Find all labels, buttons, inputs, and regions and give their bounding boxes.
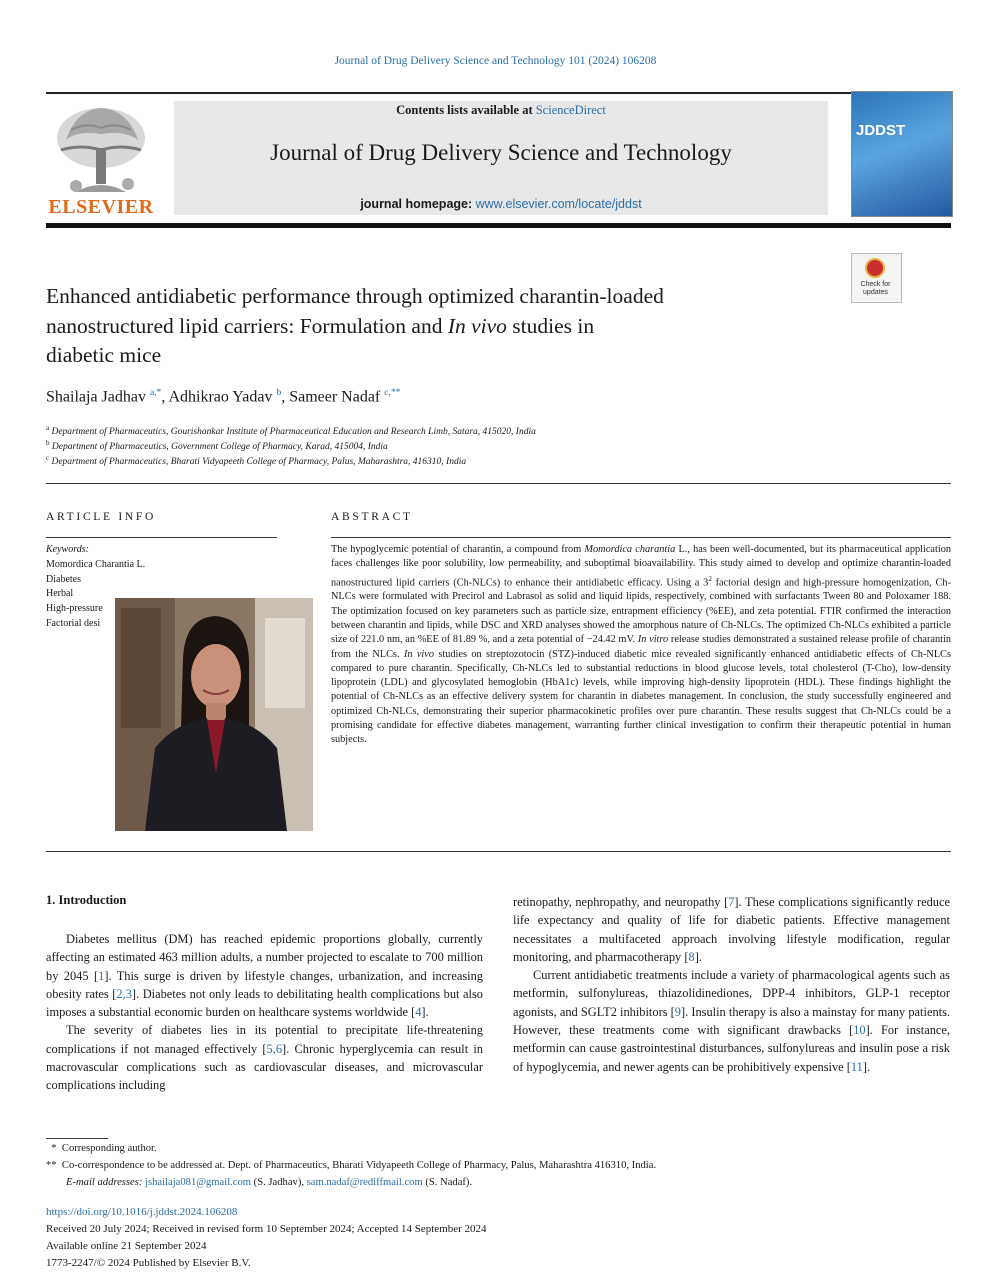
footnote-rule — [46, 1138, 108, 1139]
author-affil-mark[interactable]: b — [276, 388, 282, 398]
paragraph: retinopathy, nephropathy, and neuropathy [7]. These complications significantly reduce life expectancy and quality of life for diabetic patients. Effective management necessitates a multifaceted approach involving lifestyle modification, regular monitoring, and pharmacotherapy [8]. — [513, 895, 950, 964]
keywords-label: Keywords: — [46, 544, 89, 555]
paragraph: Current antidiabetic treatments include a variety of pharmacological agents such as metformin, sulfonylureas, thiazolidinediones, DPP-4 inhibitors, GLP-1 receptor agonists, and SGLT2 inhibitors [9]. Insulin therapy is also a mainstay for many patients. However, these treatments come with significant drawbacks [10]. For instance, metformin can cause gastrointestinal disturbances, sulfonylureas and insulin pose a risk of hypoglycemia, and newer agents can be prohibitively expensive [11]. — [513, 968, 951, 1074]
abstract-rule — [331, 537, 951, 538]
body-column-left — [46, 930, 483, 1095]
journal-name: Journal of Drug Delivery Science and Technology — [270, 140, 732, 165]
citation-link[interactable]: 9 — [674, 1004, 681, 1019]
citation-link[interactable]: 1 — [98, 968, 105, 983]
cover-title: JDDST — [856, 122, 906, 139]
citation-link[interactable]: 4 — [415, 1005, 422, 1020]
citation-link[interactable]: 7 — [728, 895, 735, 909]
journal-cover[interactable] — [851, 91, 953, 217]
homepage-prefix: journal homepage: — [360, 197, 476, 211]
available-online: Available online 21 September 2024 — [46, 1240, 207, 1252]
issn-copyright: 1773-2247/© 2024 Published by Elsevier B.V. — [46, 1257, 251, 1269]
keyword-item: Factorial desi — [46, 617, 101, 629]
keyword-item: Herbal — [46, 588, 74, 600]
affiliation: $^a$ Department of Pharmaceutics, Gourishankar Institute of Pharmaceutical Education and Research Limb, Satara, 415020, India — [46, 424, 536, 438]
author-photo — [115, 598, 313, 831]
abstract-heading: ABSTRACT — [331, 511, 413, 523]
keyword-item: High-pressure — [46, 603, 103, 615]
sciencedirect-link[interactable]: ScienceDirect — [535, 103, 606, 117]
paragraph: Diabetes mellitus (DM) has reached epidemic proportions globally, currently affecting an estimated 463 million adults, a number projected to escalate to 700 million by 2045 [1]. This surge is driven by lifestyle changes, urbanization, and increasing obesity rates [2,3]. Diabetes not only leads to debilitating health complications but also imposes a substantial economic burden on healthcare systems worldwide [4]. — [46, 932, 484, 1020]
affiliation: $^c$ Department of Pharmaceutics, Bharati Vidyapeeth College of Pharmacy, Palus, Maharashtra, 416310, India — [46, 454, 467, 468]
body-column-right — [513, 893, 950, 1076]
abstract-body: The hypoglycemic potential of charantin, a compound from Momordica charantia L., has been well-documented, but its pharmaceutical application faces challenges like poor solubility, low permeability, and suboptimal bioavailability. This study aimed to develop and optimize charantin-loaded nanostructured lipid carriers (Ch-NLCs) to enhance their antidiabetic efficacy. Using a $3^2$ factorial design and high-pressure homogenization, Ch-NLCs were formulated with Precirol and Labrasol as solid and liquid lipids, respectively, combined with surfactants Tween 80 and Poloxamer 188. The optimization focused on key parameters such as particle size, entrapment efficiency (%EE), and zeta potential. FTIR confirmed the interaction between charantin and lipids, while DSC and XRD analyses showed the amorphous nature of Ch-NLCs. The optimized Ch-NLCs exhibited a particle size of 221.0 nm, an %EE of 81.89 %, and a zeta potential of −24.42 mV. In vitro release studies demonstrated a sustained release profile of charantin from the NLCs. In vivo studies on streptozotocin (STZ)-induced diabetic mice revealed significantly enhanced antidiabetic effects of Ch-NLCs compared to pure charantin. Specifically, Ch-NLCs led to substantial reductions in blood glucose levels, total cholesterol (T-Cho), low-density lipoprotein (LDL) and glycosylated hemoglobin (HbA1c) levels, while improving high-density lipoprotein (HDL). These findings highlight the potential of Ch-NLCs as an effective delivery system for charantin in diabetes management. In conclusion, the study successfully engineered and optimized Ch-NLCs, demonstrating their superior pharmacokinetic profiles over pure charantin. These results suggest that Ch-NLCs could be a promising candidate for effective diabetes management, warranting further clinical investigation to confirm their therapeutic potential in human subjects. — [331, 544, 952, 746]
homepage-link[interactable]: www.elsevier.com/locate/jddst — [475, 197, 642, 211]
citation-link[interactable]: 10 — [853, 1023, 866, 1038]
contents-line — [174, 103, 828, 118]
keyword-item: Diabetes — [46, 573, 81, 585]
author-name[interactable]: Adhikrao Yadav — [168, 388, 273, 406]
elsevier-wordmark: ELSEVIER — [48, 196, 154, 218]
header-thick-rule — [46, 223, 951, 228]
citation-link[interactable]: 5,6 — [266, 1041, 283, 1056]
email-link[interactable]: jshailaja081@gmail.com — [145, 1177, 252, 1188]
title-line-1: Enhanced antidiabetic performance through optimized charantin-loaded — [46, 284, 664, 308]
doi-link[interactable]: https://doi.org/10.1016/j.jddst.2024.106208 — [46, 1206, 238, 1218]
email-addresses: E-mail addresses: jshailaja081@gmail.com (S. Jadhav), sam.nadaf@rediffmail.com (S. Nadaf). — [66, 1177, 473, 1188]
bookmark-icon — [865, 258, 885, 278]
check-for-updates-label: Check for updates — [860, 281, 891, 296]
co-correspondence-note: ** Co-correspondence to be addressed at. Dept. of Pharmaceutics, Bharati Vidyapeeth College of Pharmacy, Palus, Maharashtra 416310, India. — [46, 1160, 657, 1171]
citation-link[interactable]: 11 — [850, 1059, 863, 1074]
author-affil-mark[interactable]: a,* — [149, 388, 162, 398]
section-rule — [46, 851, 951, 852]
contents-prefix: Contents lists available at — [396, 103, 536, 117]
introduction-heading: 1. Introduction — [46, 893, 127, 907]
author-name[interactable]: Shailaja Jadhav — [46, 388, 146, 406]
citation-link[interactable]: 8 — [688, 949, 695, 964]
section-rule — [46, 483, 951, 484]
author-name[interactable]: Sameer Nadaf — [289, 388, 381, 406]
header-top-rule — [46, 92, 951, 94]
article-info-heading: ARTICLE INFO — [46, 511, 156, 523]
journal-reference[interactable]: Journal of Drug Delivery Science and Technology 101 (2024) 106208 — [334, 55, 657, 67]
homepage-line — [174, 197, 828, 211]
citation-link[interactable]: 2,3 — [116, 986, 132, 1001]
corresponding-author-note: * Corresponding author. — [51, 1143, 157, 1154]
keyword-item: Momordica Charantia L. — [46, 558, 146, 570]
author-list: Shailaja Jadhav $^{a,*}$, Adhikrao Yadav $^b$, Sameer Nadaf $^{c,**}$ — [46, 388, 401, 406]
title-line-3: diabetic mice — [46, 343, 162, 367]
author-affil-mark[interactable]: c,** — [384, 388, 401, 398]
affiliation: $^b$ Department of Pharmaceutics, Government College of Pharmacy, Karad, 415004, India — [46, 439, 388, 453]
email-link[interactable]: sam.nadaf@rediffmail.com — [306, 1177, 423, 1188]
title-line-2: nanostructured lipid carriers: Formulation and In vivo studies in — [46, 313, 595, 338]
received-dates: Received 20 July 2024; Received in revised form 10 September 2024; Accepted 14 September 2024 — [46, 1223, 487, 1235]
paragraph: The severity of diabetes lies in its potential to precipitate life-threatening complications if not managed effectively [5,6]. Chronic hyperglycemia can result in macrovascular complications such as cardiovascular diseases, and microvascular complications including — [46, 1023, 483, 1093]
paper-title — [46, 282, 826, 371]
article-info-rule — [46, 537, 277, 538]
